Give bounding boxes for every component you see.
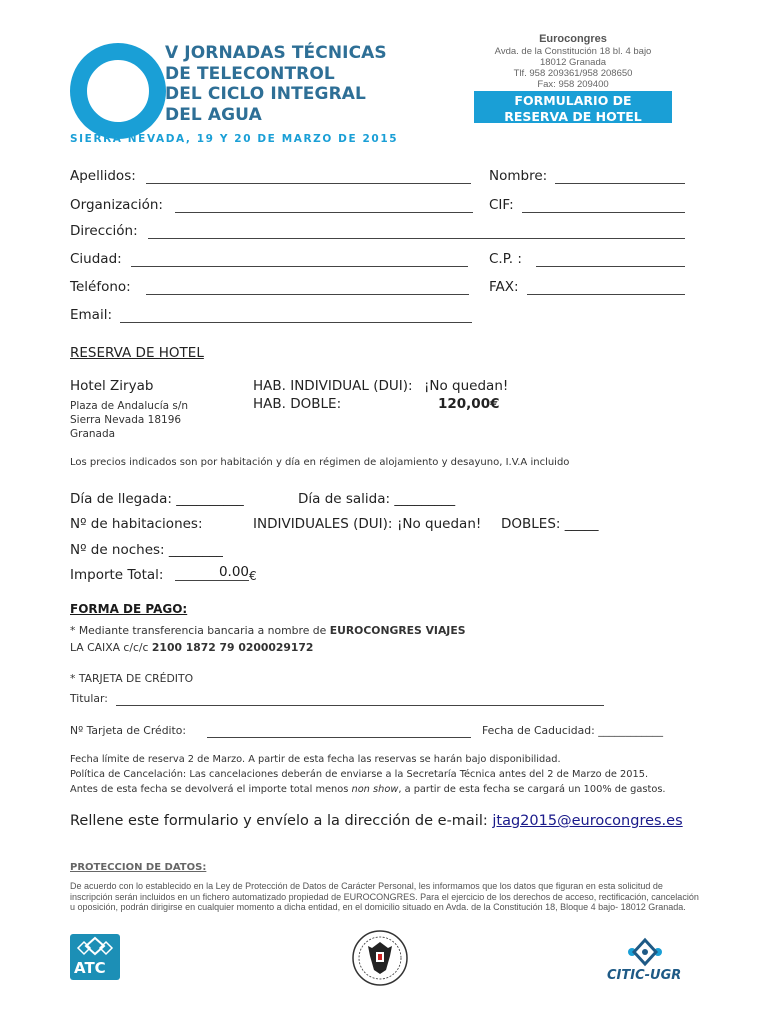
hotel-address-line: Plaza de Andalucía s/n	[70, 400, 189, 412]
send-text: Rellene este formulario y envíelo a la dirección de e-mail:	[70, 813, 493, 829]
hotel-address-line: Sierra Nevada 18196	[70, 414, 182, 426]
organizer-address-line: 18012 Granada	[539, 57, 607, 68]
cp-field[interactable]	[536, 266, 685, 267]
room-single-label: HAB. INDIVIDUAL (DUI):	[253, 378, 413, 394]
title-line: DE TELECONTROL	[165, 63, 335, 84]
organizacion-field[interactable]	[175, 212, 473, 213]
direccion-field[interactable]	[148, 238, 685, 239]
apellidos-label: Apellidos:	[70, 168, 136, 184]
title-line: DEL CICLO INTEGRAL	[165, 84, 366, 104]
send-instruction	[70, 813, 683, 829]
form-title-line: RESERVA DE HOTEL	[504, 108, 642, 124]
policy-line: Política de Cancelación: Las cancelaciones deberán de enviarse a la Secretaría Técnica antes del 2 de Marzo de 2015.	[70, 769, 649, 780]
hotel-address-line: Granada	[70, 428, 116, 440]
citic-logo-text: CITIC-UGR	[607, 968, 682, 983]
card-number-field[interactable]	[207, 737, 471, 738]
title-line: DEL AGUA	[165, 104, 262, 125]
atc-logo-text: ATC	[74, 959, 106, 977]
singles-status: ¡No quedan!	[397, 516, 482, 532]
price-note: Los precios indicados son por habitación y día en régimen de alojamiento y desayuno, I.V.A incluido	[70, 457, 570, 468]
policy-line-part: , a partir de esta fecha se cargará un 100% de gastos.	[398, 784, 666, 795]
singles-label: INDIVIDUALES (DUI):	[253, 516, 393, 532]
organizer-block	[474, 34, 672, 90]
atc-logo	[70, 934, 120, 980]
organizer-address-line: Avda. de la Constitución 18 bl. 4 bajo	[494, 46, 652, 57]
university-seal-icon	[350, 928, 410, 988]
send-email-link[interactable]: jtag2015@eurocongres.es	[492, 813, 683, 829]
privacy-body: De acuerdo con lo establecido en la Ley de Protección de Datos de Carácter Personal, les informamos que los datos que figuran en esta solicitud de inscripción serán incluidos en un fichero automatizado propiedad de EUROCONGRES. Para el ejercicio de los derechos de acceso, rectificación, cancelación u oposición, podrán dirigirse en cualquier momento a dicha entidad, en el domicilio situado en Avda. de la Constitución 18, Bloque 4 bajo- 18012 Granada.	[70, 881, 699, 912]
currency-symbol: €	[249, 569, 257, 583]
card-title: * TARJETA DE CRÉDITO	[70, 672, 194, 685]
citic-logo-icon	[620, 934, 670, 970]
policy-line-part: Antes de esta fecha se devolverá el importe total menos	[70, 784, 352, 795]
event-logo-ring	[70, 43, 166, 139]
title-line: V JORNADAS TÉCNICAS	[165, 43, 387, 63]
card-number-label: Nº Tarjeta de Crédito:	[70, 724, 187, 737]
hotel-name: Hotel Ziryab	[70, 378, 154, 394]
form-title-line: FORMULARIO DE	[514, 93, 632, 108]
fax-field[interactable]	[527, 294, 685, 295]
payment-title: FORMA DE PAGO:	[70, 602, 188, 616]
holder-field[interactable]	[116, 705, 604, 706]
fax-label: FAX:	[489, 279, 519, 295]
transfer-line	[70, 624, 465, 637]
privacy-title: PROTECCION DE DATOS:	[70, 862, 207, 873]
transfer-prefix: * Mediante transferencia bancaria a nombre de	[70, 624, 330, 637]
email-label: Email:	[70, 307, 113, 323]
bank-prefix: LA CAIXA c/c/c	[70, 641, 152, 654]
rooms-label: Nº de habitaciones:	[70, 516, 203, 532]
organizer-phone: Tlf. 958 209361/958 208650	[513, 68, 633, 79]
telefono-field[interactable]	[146, 294, 469, 295]
email-field[interactable]	[120, 322, 472, 323]
cp-label: C.P. :	[489, 251, 522, 267]
doubles-field[interactable]: DOBLES: _____	[501, 516, 599, 532]
direccion-label: Dirección:	[70, 223, 138, 239]
expiry-field[interactable]: Fecha de Caducidad: ____________	[482, 724, 663, 737]
telefono-label: Teléfono:	[70, 279, 131, 295]
event-subtitle: SIERRA NEVADA, 19 Y 20 DE MARZO DE 2015	[70, 133, 399, 145]
nombre-field[interactable]	[555, 183, 685, 184]
organizer-name: Eurocongres	[539, 33, 607, 45]
departure-date-field[interactable]: Día de salida: _________	[298, 491, 456, 507]
ciudad-field[interactable]	[131, 266, 468, 267]
apellidos-field[interactable]	[146, 183, 471, 184]
policy-line: Fecha límite de reserva 2 de Marzo. A partir de esta fecha las reservas se harán bajo disponibilidad.	[70, 754, 561, 765]
organizer-fax: Fax: 958 209400	[537, 79, 609, 90]
bank-line	[70, 641, 313, 654]
arrival-date-field[interactable]: Día de llegada: __________	[70, 491, 244, 507]
total-amount-value: 0.00	[218, 564, 249, 580]
ciudad-label: Ciudad:	[70, 251, 122, 267]
cif-label: CIF:	[489, 197, 514, 213]
form-title-box	[474, 91, 672, 123]
nombre-label: Nombre:	[489, 168, 548, 184]
bank-account: 2100 1872 79 0200029172	[151, 641, 314, 654]
policy-block	[70, 752, 666, 797]
policy-line	[70, 782, 666, 797]
hotel-section-title: RESERVA DE HOTEL	[70, 345, 204, 361]
room-single-status: ¡No quedan!	[424, 378, 509, 394]
event-title	[165, 43, 387, 125]
total-amount-field[interactable]	[175, 564, 249, 581]
organizacion-label: Organización:	[70, 197, 163, 213]
holder-label: Titular:	[70, 692, 108, 705]
total-label: Importe Total:	[70, 567, 164, 583]
room-double-price: 120,00€	[438, 396, 500, 412]
cif-field[interactable]	[522, 212, 685, 213]
room-double-label: HAB. DOBLE:	[253, 396, 342, 412]
transfer-name: EUROCONGRES VIAJES	[329, 624, 466, 637]
hotel-address	[70, 399, 188, 441]
nights-field[interactable]: Nº de noches: ________	[70, 542, 223, 558]
policy-line-emphasis: non show	[351, 784, 399, 795]
